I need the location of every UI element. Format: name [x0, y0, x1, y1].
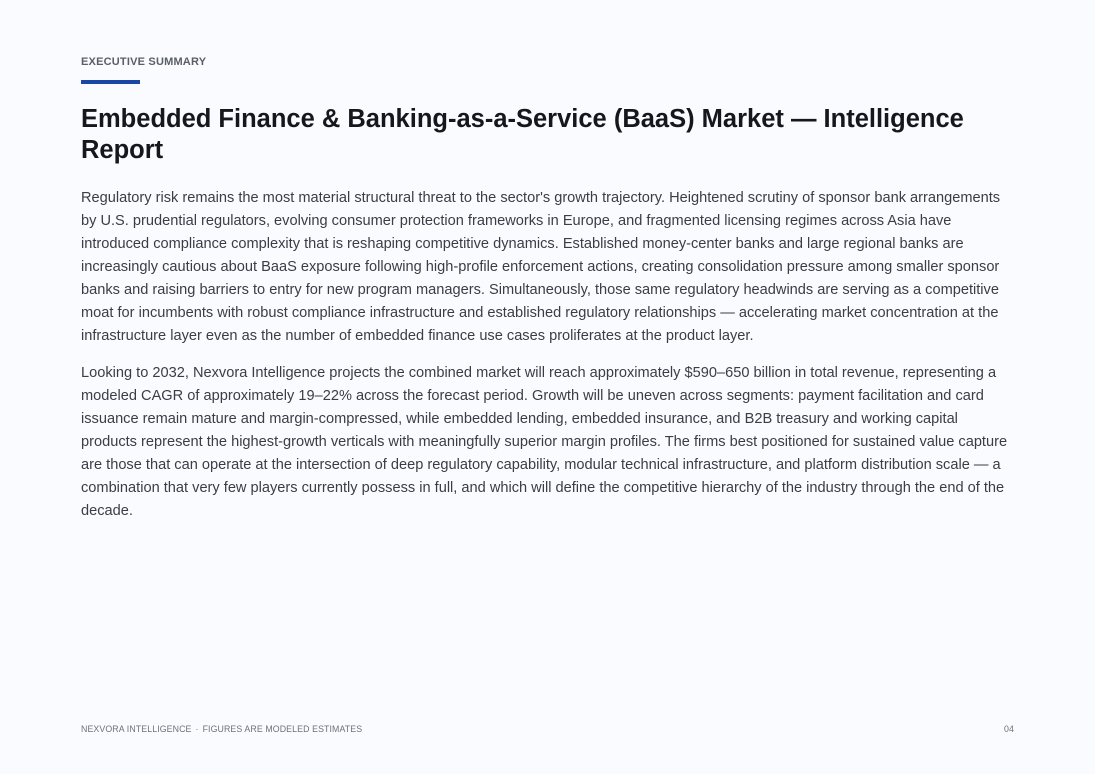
accent-rule	[81, 80, 140, 84]
section-eyebrow: EXECUTIVE SUMMARY	[81, 56, 207, 68]
summary-paragraph: Looking to 2032, Nexvora Intelligence projects the combined market will reach approximately $590–650 billion in total revenue, representing a modeled CAGR of approximately 19–22% across the forecast period. Growth will be uneven across segments: payment facilitation and card issuance remain mature and margin-compressed, while embedded lending, embedded insurance, and B2B treasury and working capital products represent the highest-growth verticals with meaningfully superior margin profiles. The firms best positioned for sustained value capture are those that can operate at the intersection of deep regulatory capability, modular technical infrastructure, and platform distribution scale — a combination that very few players currently possess in full, and which will define the competitive hierarchy of the industry through the end of the decade.	[81, 365, 1008, 519]
report-page	[81, 0, 1014, 774]
footer-brand: NEXVORA INTELLIGENCE	[81, 724, 192, 734]
footer-note: FIGURES ARE MODELED ESTIMATES	[202, 724, 363, 734]
summary-paragraph: Regulatory risk remains the most material structural threat to the sector's growth trajectory. Heightened scrutiny of sponsor bank arrangements by U.S. prudential regulators, evolving consumer protection frameworks in Europe, and fragmented licensing regimes across Asia have introduced compliance complexity that is reshaping competitive dynamics. Established money-center banks and large regional banks are increasingly cautious about BaaS exposure following high-profile enforcement actions, creating consolidation pressure among smaller sponsor banks and raising barriers to entry for new program managers. Simultaneously, those same regulatory headwinds are serving as a competitive moat for incumbents with robust compliance infrastructure and established regulatory relationships — accelerating market concentration at the infrastructure layer even as the number of embedded finance use cases proliferates at the product layer.	[81, 190, 1001, 344]
summary-body	[81, 187, 1016, 537]
page-title: Embedded Finance & Banking-as-a-Service (BaaS) Market — Intelligence Report	[81, 105, 964, 164]
footer-left	[81, 724, 362, 734]
page-number: 04	[1004, 724, 1014, 734]
footer-separator: ·	[195, 724, 199, 734]
